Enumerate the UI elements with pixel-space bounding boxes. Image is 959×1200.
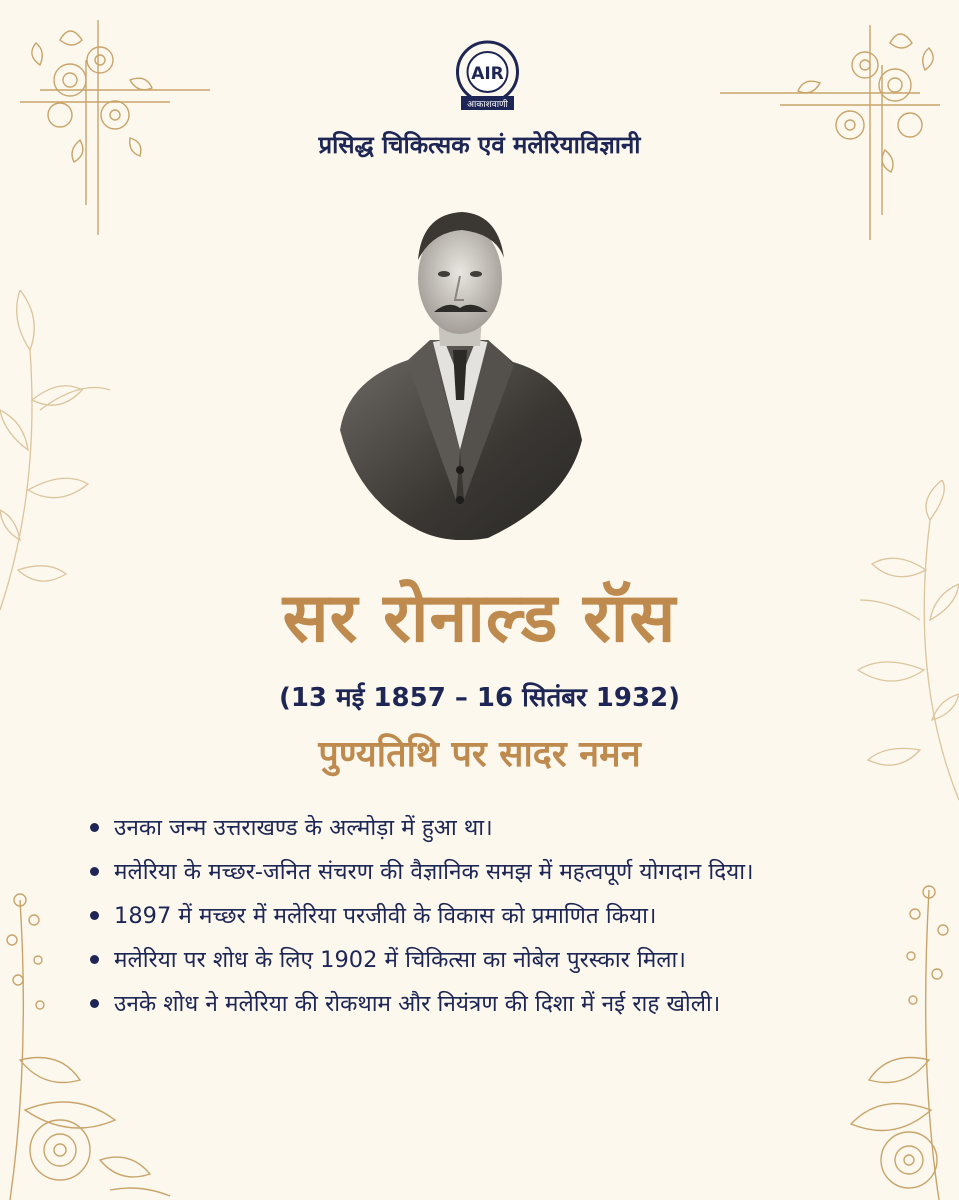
fact-text: 1897 में मच्छर में मलेरिया परजीवी के विकास को प्रमाणित किया। (114, 903, 657, 929)
logo-monogram: AIR (471, 64, 504, 84)
profession-subtitle: प्रसिद्ध चिकित्सक एवं मलेरियाविज्ञानी (318, 131, 641, 159)
bullet-icon (90, 955, 99, 964)
akashvani-logo (449, 38, 526, 112)
facts-list (90, 806, 880, 1026)
bullet-icon (90, 911, 99, 920)
fact-text: मलेरिया के मच्छर-जनित संचरण की वैज्ञानिक समझ में महत्वपूर्ण योगदान दिया। (114, 859, 754, 885)
list-item (90, 938, 880, 982)
fact-text: उनके शोध ने मलेरिया की रोकथाम और नियंत्रण की दिशा में नई राह खोली। (114, 991, 721, 1017)
list-item (90, 982, 880, 1026)
air-emblem-icon (449, 38, 526, 112)
logo-caption: आकाशवाणी (467, 100, 508, 110)
list-item (90, 850, 880, 894)
tribute-heading: पुण्यतिथि पर सादर नमन (318, 734, 641, 775)
list-item (90, 806, 880, 850)
portrait-photo (338, 200, 584, 540)
bullet-icon (90, 999, 99, 1008)
list-item (90, 894, 880, 938)
life-dates: (13 मई 1857 – 16 सितंबर 1932) (278, 683, 681, 713)
person-name: सर रोनाल्ड रॉस (282, 579, 677, 658)
fact-text: उनका जन्म उत्तराखण्ड के अल्मोड़ा में हुआ था। (114, 815, 493, 841)
fact-text: मलेरिया पर शोध के लिए 1902 में चिकित्सा का नोबेल पुरस्कार मिला। (114, 947, 686, 973)
bullet-icon (90, 867, 99, 876)
bullet-icon (90, 823, 99, 832)
